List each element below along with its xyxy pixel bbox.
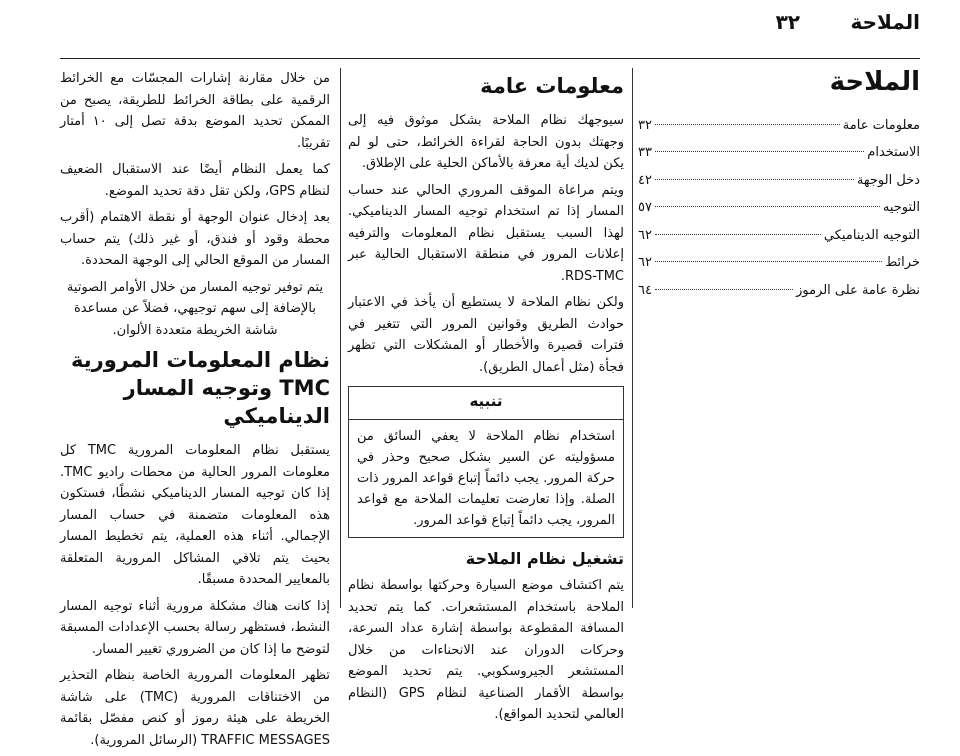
warning-box	[348, 386, 624, 538]
header-page-number: ٣٢	[775, 10, 800, 34]
header-title: الملاحة	[850, 10, 920, 34]
page-header	[60, 10, 920, 46]
toc-item[interactable]: التوجيه ٥٧	[638, 200, 920, 215]
paragraph: يستقبل نظام المعلومات المرورية TMC كل معلومات المرور الحالية من محطات راديو TMC. إذا كان توجيه المسار الديناميكي نشطًا، فستكون هذه المعلومات متضمنة في حساب المسار الإجمالي. أثناء هذه العملية، يتم تخطيط المسار بحيث يتم تلافي المشاكل المرورية المتعلقة بالمعايير المحددة مسبقًا.	[60, 443, 330, 587]
middle-column	[348, 68, 624, 731]
left-column	[60, 68, 330, 756]
toc-item[interactable]: التوجيه الديناميكي ٦٢	[638, 227, 920, 243]
paragraph: سيوجهك نظام الملاحة بشكل موثوق فيه إلى وجهتك بدون الحاجة لقراءة الخرائط، حتى لو لم يكن لديك أية معرفة بالأماكن الحلية على الإطلاق.	[348, 113, 624, 171]
toc-item[interactable]: نظرة عامة على الرموز ٦٤	[638, 282, 920, 298]
toc-item[interactable]: معلومات عامة ٣٢	[638, 117, 920, 133]
toc-title: الملاحة	[829, 67, 920, 97]
column-divider	[340, 68, 341, 608]
paragraph: كما يعمل النظام أيضًا عند الاستقبال الضعيف لنظام GPS، ولكن تقل دقة تحديد الموضع.	[60, 162, 330, 199]
paragraph: ولكن نظام الملاحة لا يستطيع أن يأخذ في الاعتبار حوادث الطريق وقوانين المرور التي تتغير في فترات قصيرة والأخطار أو المشكلات التي تظهر فجأة (مثل أعمال الطريق).	[348, 295, 624, 375]
column-divider	[632, 68, 633, 608]
section-heading: معلومات عامة	[480, 74, 624, 98]
subsection-heading: تشغيل نظام الملاحة	[465, 548, 624, 568]
header-rule	[60, 58, 920, 59]
paragraph: من خلال مقارنة إشارات المجسّات مع الخرائط الرقمية على بطاقة الخرائط للطريقة، يصبح من الممكن تحديد الموضع بدقة تصل إلى ١٠ أمتار تقريبًا.	[60, 71, 331, 151]
toc-item[interactable]: الاستخدام ٣٣	[638, 145, 920, 160]
paragraph: إذا كانت هناك مشكلة مرورية أثناء توجيه المسار النشط، فستظهر رسالة بحسب الإعدادات المسبقة لتوضح ما إذا كان من الضروري تغيير المسار.	[60, 598, 330, 657]
paragraph: بعد إدخال عنوان الوجهة أو نقطة الاهتمام (أقرب محطة وقود أو فندق، أو غير ذلك) يتم حساب المسار من الموقع الحالي إلى الوجهة المحددة.	[60, 210, 330, 268]
section-heading: نظام المعلومات المرورية TMC وتوجيه المسار الديناميكي	[71, 348, 330, 428]
paragraph: تظهر المعلومات المرورية الخاصة بنظام التحذير من الاختناقات المرورية (TMC) على شاشة الخريطة على هيئة رموز أو كنص مفصّل بقائمة TRAFFIC MESSAGES (الرسائل المرورية).	[60, 668, 331, 748]
toc-item[interactable]: خرائط ٦٢	[638, 255, 920, 270]
paragraph: يتم توفير توجيه المسار من خلال الأوامر الصوتية بالإضافة إلى سهم توجيهي، فضلاً عن مساعدة شاشة الخريطة متعددة الألوان.	[66, 279, 324, 338]
toc-list	[638, 112, 920, 305]
warning-text: استخدام نظام الملاحة لا يعفي السائق من مسؤوليته عن السير بشكل صحيح وحذر في حركة المرور. يجب دائماً إتباع قواعد المرور ذات الصلة. وإذا تعارضت تعليمات الملاحة مع قواعد المرور، يجب دائماً إتباع قواعد المرور.	[357, 428, 615, 528]
paragraph: ويتم مراعاة الموقف المروري الحالي عند حساب المسار إذا تم استخدام توجيه المسار الديناميكي. لهذا السبب يستقبل نظام المعلومات والترفيه إعلانات المرور في منطقة الاستقبال الحالية عبر RDS-TMC.	[348, 182, 624, 284]
toc-column	[638, 68, 920, 304]
warning-title: تنبيه	[349, 387, 623, 420]
paragraph: يتم اكتشاف موضع السيارة وحركتها بواسطة نظام الملاحة باستخدام المستشعرات. كما يتم تحديد المسافة المقطوعة بواسطة إشارة عداد السرعة، وحركات الدوران عند الانحناءات من خلال المستشعر الجيروسكوبي. يتم تحديد الموضع بواسطة الأقمار الصناعية لنظام GPS (النظام العالمي لتحديد المواقع).	[348, 578, 625, 722]
toc-item[interactable]: دخل الوجهة ٤٢	[638, 172, 920, 188]
